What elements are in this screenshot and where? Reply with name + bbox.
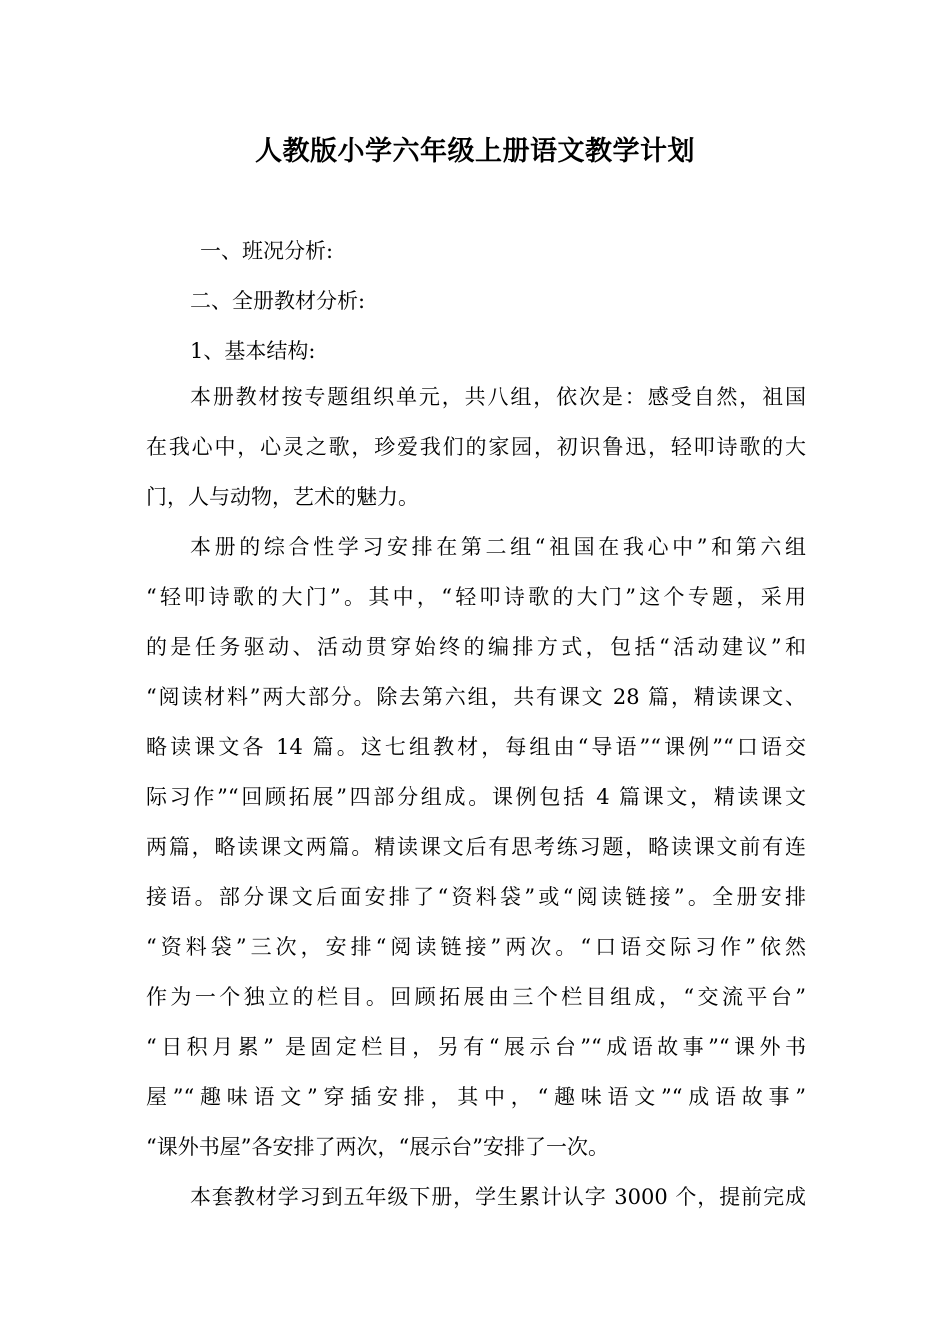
paragraph-line: 屋”“趣味语文”穿插安排，其中，“趣味语文”“成语故事”	[146, 1085, 806, 1109]
paragraph-line: “阅读材料”两大部分。除去第六组，共有课文 28 篇，精读课文、	[146, 685, 806, 709]
paragraph-line: 本册的综合性学习安排在第二组“祖国在我心中”和第六组	[190, 535, 806, 559]
section-heading-basic-structure: 1、基本结构:	[190, 339, 316, 363]
paragraph-literacy	[146, 1172, 806, 1222]
paragraph-line: 作为一个独立的栏目。回顾拓展由三个栏目组成，“交流平台”	[146, 985, 806, 1009]
paragraph-line: 本册教材按专题组织单元，共八组，依次是：感受自然，祖国	[190, 385, 806, 409]
paragraph-line: “轻叩诗歌的大门”。其中，“轻叩诗歌的大门”这个专题，采用	[146, 585, 806, 609]
document-title: 人教版小学六年级上册语文教学计划	[255, 136, 695, 167]
paragraph-line: 门，人与动物，艺术的魅力。	[146, 485, 419, 509]
paragraph-line: 际习作”“回顾拓展”四部分组成。课例包括 4 篇课文，精读课文	[146, 785, 806, 809]
section-heading-class-analysis: 一、班况分析:	[200, 239, 334, 263]
paragraph-line: 本套教材学习到五年级下册，学生累计认字 3000 个，提前完成	[190, 1185, 806, 1209]
paragraph-line: 略读课文各 14 篇。这七组教材，每组由“导语”“课例”“口语交	[146, 735, 806, 759]
section-heading-textbook-analysis: 二、全册教材分析:	[190, 289, 366, 313]
paragraph-line: “课外书屋”各安排了两次，“展示台”安排了一次。	[146, 1135, 609, 1159]
paragraph-line: “资料袋”三次，安排“阅读链接”两次。“口语交际习作”依然	[146, 935, 806, 959]
paragraph-line: 在我心中，心灵之歌，珍爱我们的家园，初识鲁迅，轻叩诗歌的大	[146, 435, 806, 459]
paragraph-line: 的是任务驱动、活动贯穿始终的编排方式，包括“活动建议”和	[146, 635, 806, 659]
paragraph-comprehensive-learning	[146, 522, 806, 1172]
paragraph-line: 两篇，略读课文两篇。精读课文后有思考练习题，略读课文前有连	[146, 835, 806, 859]
paragraph-line: 接语。部分课文后面安排了“资料袋”或“阅读链接”。全册安排	[146, 885, 806, 909]
paragraph-units	[146, 372, 806, 522]
paragraph-line: “日积月累” 是固定栏目，另有“展示台”“成语故事”“课外书	[146, 1035, 806, 1059]
